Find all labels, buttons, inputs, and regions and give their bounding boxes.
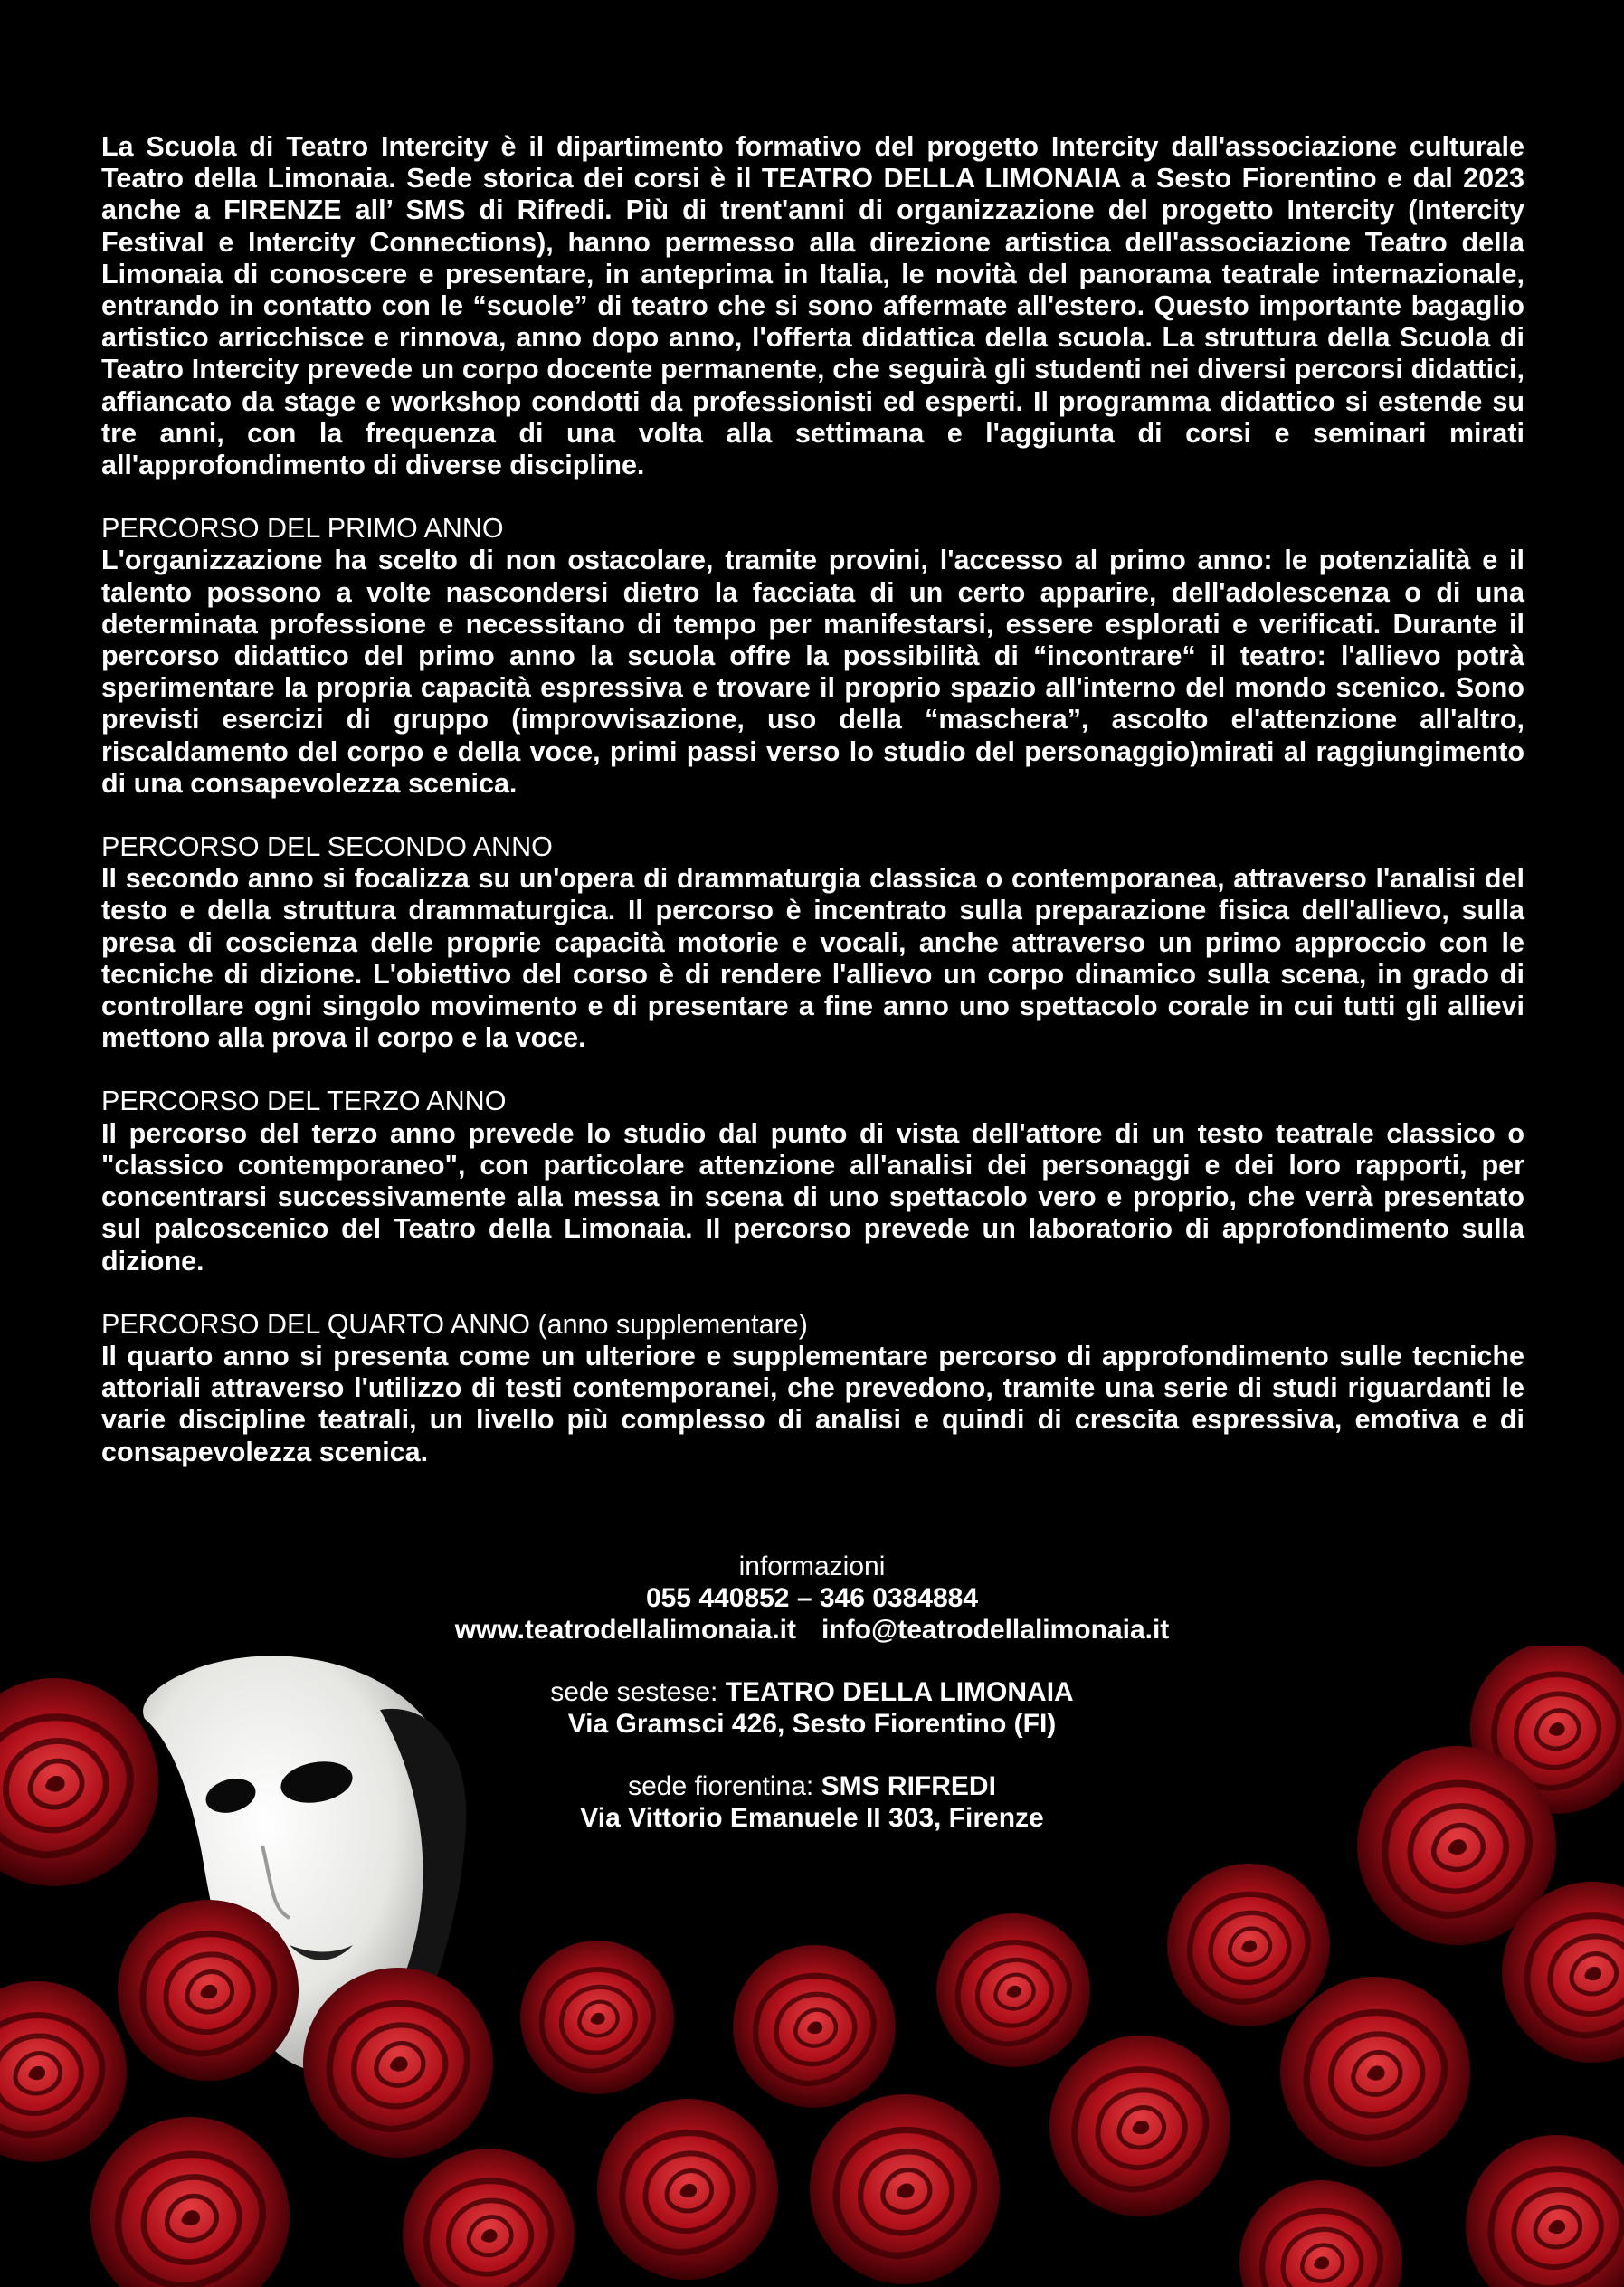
web-contacts (0, 1614, 1624, 1646)
sede-label: sede sestese: (550, 1677, 726, 1707)
phone-numbers: 055 440852 – 346 0384884 (645, 1583, 979, 1613)
sede-fiorentina (0, 1770, 1624, 1802)
email-link[interactable]: info@teatrodellalimonaia.it (821, 1615, 1170, 1645)
section-body: Il quarto anno si presenta come un ulteriore e supplementare percorso di approfondimento sulle tecniche attoriali attraverso l'utilizzo di testi contemporanei, che prevedono, tramite una serie di studi riguardanti le varie discipline teatrali, un livello più complesso di analisi e quindi di crescita espressiva, emotiva e di consapevolezza scenica. (101, 1340, 1524, 1467)
section-title: PERCORSO DEL SECONDO ANNO (101, 831, 553, 863)
section-terzo-anno (101, 1086, 1524, 1276)
section-body: Il percorso del terzo anno prevede lo studio dal punto di vista dell'attore di un testo teatrale classico o "classico contemporaneo", con particolare attenzione all'analisi dei personaggi e dei loro rapporti, per concentrarsi successivamente alla messa in scena di uno spettacolo vero e proprio, che verrà presentato sul palcoscenico del Teatro della Limonaia. Il percorso prevede un laboratorio di approfondimento sulla dizione. (101, 1117, 1524, 1276)
section-secondo-anno (101, 831, 1524, 1054)
text-content (101, 131, 1524, 1468)
sede-label: sede fiorentina: (628, 1771, 821, 1801)
section-body: Il secondo anno si focalizza su un'opera di drammaturgia classica o contemporanea, attraverso l'analisi del testo e della struttura drammaturgica. Il percorso è incentrato sulla preparazione fisica dell'allievo, sulla presa di coscienza delle proprie capacità motorie e vocali, anche attraverso un primo approccio con le tecniche di dizione. L'obiettivo del corso è di rendere l'allievo un corpo dinamico sulla scena, in grado di controllare ogni singolo movimento e di presentare a fine anno uno spettacolo corale in cui tutti gli allievi mettono alla prova il corpo e la voce. (101, 863, 1524, 1054)
section-quarto-anno (101, 1309, 1524, 1468)
sede-sestese (0, 1676, 1624, 1708)
intro-paragraph: La Scuola di Teatro Intercity è il dipartimento formativo del progetto Intercity dall'associazione culturale Teatro della Limonaia. Sede storica dei corsi è il TEATRO DELLA LIMONAIA a Sesto Fiorentino e dal 2023 anche a FIRENZE all’ SMS di Rifredi. Più di trent'anni di organizzazione del progetto Intercity (Intercity Festival e Intercity Connections), hanno permesso alla direzione artistica dell'associazione Teatro della Limonaia di conoscere e presentare, in anteprima in Italia, le novità del panorama teatrale internazionale, entrando in contatto con le “scuole” di teatro che si sono affermate all'estero. Questo importante bagaglio artistico arricchisce e rinnova, anno dopo anno, l'offerta didattica della scuola. La struttura della Scuola di Teatro Intercity prevede un corpo docente permanente, che seguirà gli studenti nei diversi percorsi didattici, affiancato da stage e workshop condotti da professionisti ed esperti. Il programma didattico si estende su tre anni, con la frequenza di una volta alla settimana e l'aggiunta di corsi e seminari mirati all'approfondimento di diverse discipline. (101, 131, 1524, 481)
section-title: PERCORSO DEL QUARTO ANNO (anno supplementare) (101, 1308, 808, 1340)
contact-info (0, 1551, 1624, 1834)
sede-name: SMS RIFREDI (821, 1771, 996, 1801)
website-link[interactable]: www.teatrodellalimonaia.it (454, 1615, 796, 1645)
section-title: PERCORSO DEL PRIMO ANNO (101, 513, 504, 545)
section-title: PERCORSO DEL TERZO ANNO (101, 1086, 507, 1117)
section-body: L'organizzazione ha scelto di non ostacolare, tramite provini, l'accesso al primo anno: le potenzialità e il talento possono a volte nascondersi dietro la facciata di un certo apparire, dell'adolescenza o di una determinata professione e necessitano di tempo per manifestarsi, essere esplorati e verificati. Durante il percorso didattico del primo anno la scuola offre la possibilità di “incontrare“ il teatro: l'allievo potrà sperimentare la propria capacità espressiva e trovare il proprio spazio all'interno del mondo scenico. Sono previsti esercizi di gruppo (improvvisazione, uso della “maschera”, ascolto el'attenzione all'altro, riscaldamento del corpo e della voce, primi passi verso lo studio del personaggio)mirati al raggiungimento di una consapevolezza scenica. (101, 545, 1524, 799)
info-heading: informazioni (738, 1552, 886, 1581)
sede-name: TEATRO DELLA LIMONAIA (725, 1677, 1074, 1707)
section-primo-anno (101, 513, 1524, 800)
sede-address: Via Gramsci 426, Sesto Fiorentino (FI) (567, 1709, 1057, 1739)
sede-address: Via Vittorio Emanuele II 303, Firenze (580, 1803, 1044, 1833)
